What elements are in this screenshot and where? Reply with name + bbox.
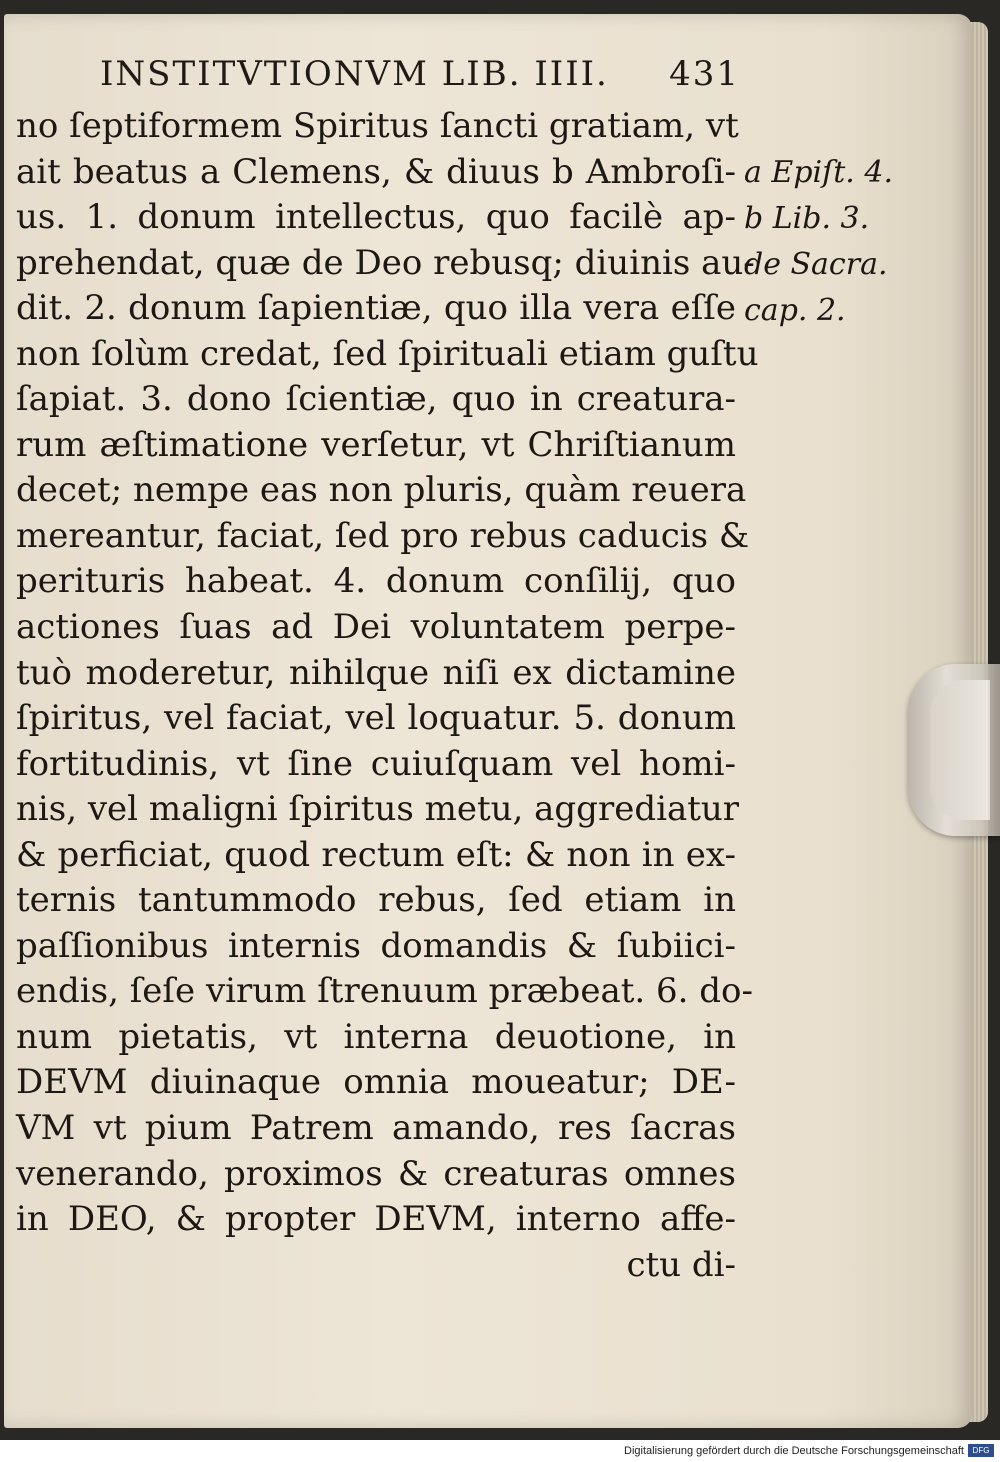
- marginal-note: b Lib. 3.: [744, 201, 870, 236]
- marginal-notes: [744, 150, 894, 334]
- body-text: [16, 104, 759, 1288]
- text-line: num pietatis, vt interna deuotione, in: [16, 1016, 736, 1057]
- text-line: VM vt pium Patrem amando, res ſacras: [16, 1108, 736, 1149]
- book-clasp-highlight: [930, 680, 990, 820]
- text-line: endis, ſeſe virum ſtrenuum præbeat. 6. do-: [16, 971, 753, 1012]
- text-line: actiones ſuas ad Dei voluntatem perpe-: [16, 607, 736, 648]
- running-head: [100, 50, 740, 102]
- text-line: non ſolùm credat, ſed ſpirituali etiam guſtu: [16, 333, 759, 374]
- marginal-note: a Epiſt. 4.: [744, 155, 893, 190]
- text-line: no ſeptiformem Spiritus ſancti gratiam, vt: [16, 106, 739, 146]
- text-line: ſapiat. 3. dono ſcientiæ, quo in creatura-: [16, 379, 736, 420]
- text-line: tuò moderetur, nihilque niſi ex dictamine: [16, 652, 736, 693]
- marginal-note: de Sacra.: [744, 247, 888, 282]
- text-line: rum æſtimatione verſetur, vt Chriſtianum: [16, 424, 736, 465]
- dfg-logo: DFG: [968, 1444, 994, 1457]
- text-line: ait beatus a Clemens, & diuus b Ambroſi-: [16, 151, 736, 192]
- text-line: decet; nempe eas non pluris, quàm reuera: [16, 470, 747, 511]
- running-head-title: INSTITVTIONVM LIB. IIII.: [100, 54, 609, 94]
- text-line: nis, vel maligni ſpiritus metu, aggrediatur: [16, 789, 740, 830]
- digitization-footer: [0, 1440, 1000, 1462]
- footer-credit: Digitalisierung gefördert durch die Deutsche Forschungsgemeinschaft: [624, 1445, 964, 1457]
- text-line: ternis tantummodo rebus, ſed etiam in: [16, 880, 736, 921]
- text-line: dit. 2. donum ſapientiæ, quo illa vera eſſe: [16, 288, 736, 329]
- book-clasp: [908, 664, 1000, 836]
- text-line: & perficiat, quod rectum eſt: & non in ex-: [16, 834, 736, 875]
- text-line: perituris habeat. 4. donum conſilij, quo: [16, 561, 736, 602]
- page-number: 431: [669, 54, 740, 94]
- text-line: DEVM diuinaque omnia moueatur; DE-: [16, 1062, 736, 1103]
- text-line: fortitudinis, vt ſine cuiuſquam vel homi-: [16, 743, 736, 784]
- text-line: us. 1. donum intellectus, quo facilè ap-: [16, 197, 736, 238]
- text-line: mereantur, faciat, ſed pro rebus caducis &: [16, 515, 750, 556]
- text-line: paſſionibus internis domandis & ſubiici-: [16, 925, 736, 966]
- text-line: in DEO, & propter DEVM, interno affe-: [16, 1199, 736, 1240]
- catchword-line: ctu di-: [626, 1244, 736, 1285]
- text-line: venerando, proximos & creaturas omnes: [16, 1153, 736, 1194]
- text-line: prehendat, quæ de Deo rebusq; diuinis au-: [16, 242, 755, 283]
- marginal-note: cap. 2.: [744, 293, 846, 328]
- text-line: ſpiritus, vel faciat, vel loquatur. 5. donum: [16, 698, 736, 739]
